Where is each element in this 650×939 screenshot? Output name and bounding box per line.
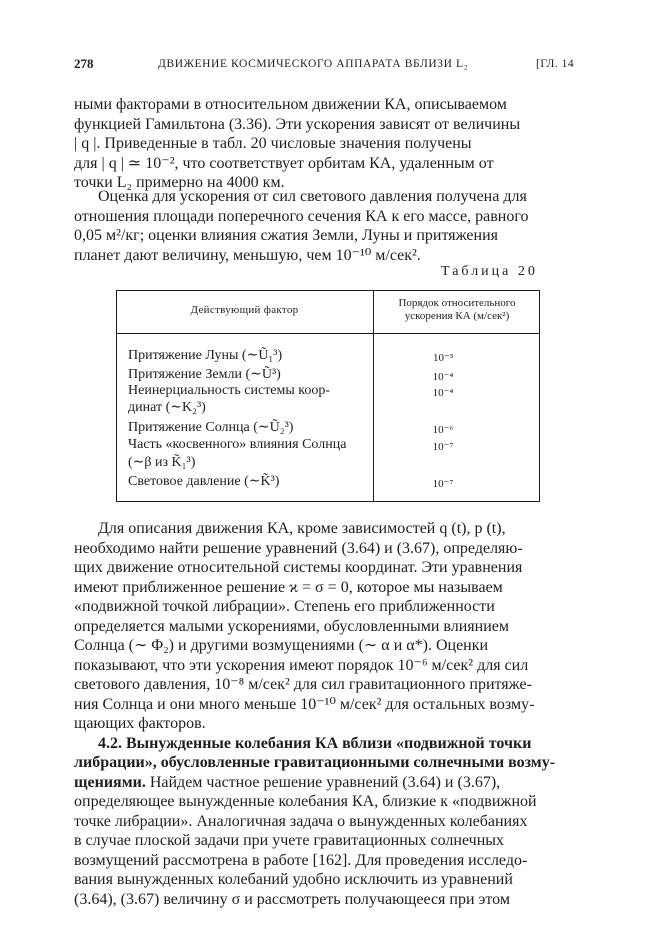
- text-line: Солнца (∼ Φ₂) и другими возмущениями (∼ α и α*). Оценки: [74, 637, 489, 654]
- section-heading: щениями.: [74, 773, 146, 791]
- section-heading: либрации», обусловленные гравитационными солнечными возму-: [74, 754, 556, 771]
- table-row-value: 10⁻⁶: [432, 424, 454, 436]
- text-line: | q |. Приведенные в табл. 20 числовые значения получены: [74, 135, 472, 152]
- text-line: планет дают величину, меньшую, чем 10⁻¹⁰ м/сек².: [74, 246, 421, 264]
- table-row-factor: Притяжение Луны (∼Ũ₁³): [128, 348, 283, 363]
- text-line: определяющее вынужденные колебания КА, близкие к «подвижной: [74, 793, 537, 810]
- running-title: ДВИЖЕНИЕ КОСМИЧЕСКОГО АППАРАТА ВБЛИЗИ L₂: [158, 58, 469, 70]
- text-line: имеют приближенное решение ϰ = σ = 0, которое мы называем: [74, 578, 503, 596]
- paragraph-1: [74, 95, 580, 193]
- text-line: щающих факторов.: [74, 715, 206, 732]
- table-row-factor: (∼β из K̃₁³): [128, 455, 196, 470]
- table-row-factor: динат (∼K₂³): [128, 400, 206, 415]
- header-line: ускорения КА (м/сек²): [404, 310, 510, 322]
- text-line: (3.64), (3.67) величину σ и рассмотреть получающееся при этом: [74, 890, 510, 908]
- table-row-value: 10⁻⁴: [432, 371, 454, 383]
- text-line: Найдем частное решение уравнений (3.64) и (3.67),: [149, 773, 501, 791]
- text-line: необходимо найти решение уравнений (3.64) и (3.67), определяю-: [74, 539, 523, 557]
- text-line: вания вынужденных колебаний удобно исключить из уравнений: [74, 871, 513, 888]
- text-line: 0,05 м²/кг; оценки влияния сжатия Земли, Луны и притяжения: [74, 227, 499, 244]
- header-line: Порядок относительного: [398, 297, 516, 309]
- factors-table: [116, 290, 540, 502]
- text-line: Оценка для ускорения от сил светового давления получена для: [98, 188, 527, 205]
- text-line: ния Солнца и они много меньше 10⁻¹⁰ м/сек² для остальных возму-: [74, 695, 535, 713]
- table-row-factor: Притяжение Земли (∼Ũ³): [128, 367, 281, 382]
- chapter-label: [ГЛ. 14: [536, 58, 575, 70]
- table-row-value: 10⁻³: [432, 352, 454, 364]
- text-line: ными факторами в относительном движении КА, описываемом: [74, 96, 507, 113]
- table-header-acceleration: [374, 297, 540, 323]
- table-row-factor: Часть «косвенного» влияния Солнца: [128, 437, 347, 452]
- table-caption: Таблица 20: [441, 264, 538, 279]
- table-row-value: 10⁻⁷: [432, 478, 454, 490]
- section-line: [74, 773, 580, 793]
- page-number: 278: [74, 56, 94, 71]
- text-line: отношения площади поперечного сечения КА к его массе, равного: [74, 207, 529, 225]
- table-header-divider: [116, 333, 540, 334]
- table-row-factor: Неинерциальность системы коор-: [128, 383, 331, 398]
- text-line: функцией Гамильтона (3.36). Эти ускорения зависят от величины: [74, 115, 521, 133]
- text-line: Для описания движения КА, кроме зависимостей q (t), p (t),: [98, 520, 506, 537]
- table-row-factor: Притяжение Солнца (∼Ũ₂³): [128, 420, 294, 435]
- text-line: «подвижной точкой либрации». Степень его приближенности: [74, 598, 495, 615]
- table-row-value: 10⁻⁴: [432, 387, 454, 399]
- text-line: щих движение относительной системы координат. Эти уравнения: [74, 559, 523, 576]
- paragraph-3: [74, 519, 580, 909]
- text-line: в случае плоской задачи при учете гравитационных солнечных: [74, 832, 505, 849]
- text-line: светового давления, 10⁻⁸ м/сек² для сил гравитационного притяже-: [74, 676, 532, 693]
- table-row-value: 10⁻⁷: [432, 441, 454, 453]
- text-line: точке либрации». Аналогичная задача о вынужденных колебаниях: [74, 812, 528, 830]
- text-line: показывают, что эти ускорения имеют порядок 10⁻⁶ м/сек² для сил: [74, 656, 529, 674]
- section-heading: 4.2. Вынужденные колебания КА вблизи «подвижной точки: [98, 734, 532, 752]
- table-header-factor: Действующий фактор: [190, 304, 299, 316]
- text-line: для | q | ≃ 10⁻², что соответствует орбитам КА, удаленным от: [74, 154, 494, 172]
- table-row-factor: Световое давление (∼K̃³): [128, 474, 280, 489]
- paragraph-2: [74, 187, 580, 265]
- text-line: точки L₂ примерно на 4000 км.: [74, 174, 285, 191]
- text-line: определяется малыми ускорениями, обусловленными влиянием: [74, 617, 510, 635]
- text-line: возмущений рассмотрена в работе [162]. Для проведения исследо-: [74, 851, 528, 869]
